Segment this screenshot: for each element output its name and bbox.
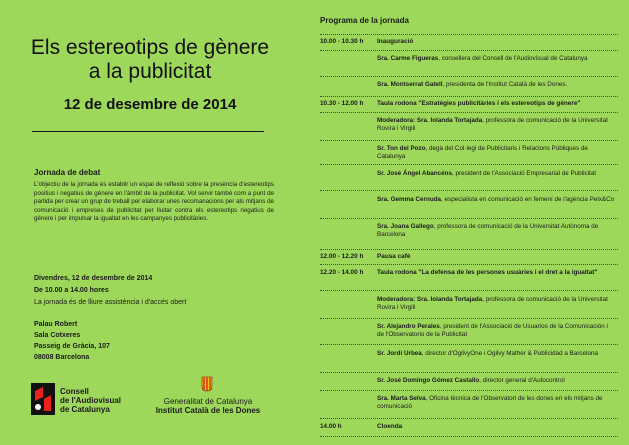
speaker: Sr. Ton del Pozo, degà del Col·legi de Publicitaris i Relacions Públiques de Catalunya xyxy=(377,145,588,160)
row-divider xyxy=(320,344,618,345)
venue-name: Palau Robert xyxy=(34,321,78,328)
venue-street: Passeig de Gràcia, 107 xyxy=(34,343,110,350)
speaker: Sra. Gemma Cernuda, especialista en comunicació en femení de l'agència Pelx&Co xyxy=(377,196,615,203)
event-date: Divendres, 12 de desembre de 2014 xyxy=(34,275,153,282)
section-title: Jornada de debat xyxy=(34,168,101,177)
event-hours: De 10.00 a 14.00 hores xyxy=(34,287,109,294)
session-title: Taula rodona "La defensa de les persones usuàries i el dret a la igualtat" xyxy=(377,269,598,276)
row-divider xyxy=(320,218,618,219)
intro-paragraph: L'objectiu de la jornada és establir un espai de reflexió sobre la presència d'estereotips positius i negatius de gènere en l'àmbit de la publicitat. Vol servir també com a punt de partida per crear un grup de treball per elaborar unes recomanacions per als mitjans de comunicació i empreses de publicitat per lluitar contra els estereotips negatius de gènere i per impulsar la igualtat en les campanyes publicitàries. xyxy=(34,181,274,223)
generalitat-logo-text: Generalitat de Catalunya Institut Català de les Dones xyxy=(155,397,261,415)
speaker: Sr. José Domingo Gómez Castallo, director general d'Autocontrol xyxy=(377,377,565,384)
row-divider xyxy=(320,96,618,97)
event-title-line2: a la publicitat xyxy=(88,60,212,83)
time-slot: 10.00 - 10.30 h xyxy=(320,38,364,45)
speaker: Moderadora: Sra. Iolanda Tortajada, professora de comunicació de la Universitat Rovira i Virgili xyxy=(377,296,608,311)
access-note: La jornada és de lliure assistència i d'accés obert xyxy=(34,299,187,306)
speaker: Moderadora: Sra. Iolanda Tortajada, professora de comunicació de la Universitat Rovira i Virgili xyxy=(377,117,608,132)
programme-panel xyxy=(320,0,620,445)
row-divider xyxy=(320,50,618,51)
venue-room: Sala Cotxeres xyxy=(34,332,81,339)
divider xyxy=(32,131,264,132)
generalitat-seal-icon xyxy=(201,376,213,392)
speaker: Sr. Jordi Urbea, director d'OgilvyOne i Ogilvy Mather & Publicidad a Barcelona xyxy=(377,350,598,357)
row-divider xyxy=(320,290,618,291)
cac-logo-icon xyxy=(31,383,55,415)
speaker: Sra. Carme Figueras, consellera del Consell de l'Audiovisual de Catalunya xyxy=(377,55,588,62)
speaker: Sr. Alejandro Perales, president de l'Associació de Usuarios de la Comunicación i de l'Observatorio de la Publicitat xyxy=(377,323,608,338)
row-divider xyxy=(320,164,618,165)
row-divider xyxy=(320,249,618,250)
time-slot: 10.30 - 12.00 h xyxy=(320,100,364,107)
row-divider xyxy=(320,190,618,191)
row-divider xyxy=(320,140,618,141)
row-divider xyxy=(320,390,618,391)
row-divider xyxy=(320,34,618,35)
row-divider xyxy=(320,264,618,265)
event-date-heading: 12 de desembre de 2014 xyxy=(63,96,237,113)
row-divider xyxy=(320,436,618,437)
row-divider xyxy=(320,76,618,77)
speaker: Sra. Joana Gallego, professora de comunicació de la Universitat Autònoma de Barcelona xyxy=(377,223,599,238)
row-divider xyxy=(320,418,618,419)
time-slot: 12.20 - 14.00 h xyxy=(320,269,364,276)
speaker: Sr. José Ángel Abancéns, president de l'Associació Empresarial de Publicitat xyxy=(377,170,597,177)
row-divider xyxy=(320,318,618,319)
speaker: Sra. Marta Selva, Oficina tècnica de l'Observatori de les dones en els mitjans de comunicació xyxy=(377,395,603,410)
session-title: Taula rodona "Estratègies publicitàries i els estereotips de gènere" xyxy=(377,100,581,107)
speaker: Sra. Montserrat Gatell, presidenta de l'Institut Català de les Dones. xyxy=(377,81,568,88)
row-divider xyxy=(320,372,618,373)
event-title-line1: Els estereotips de gènere xyxy=(30,36,270,59)
time-slot: 12.00 - 12.20 h xyxy=(320,253,364,260)
session-title: Pausa cafè xyxy=(377,253,411,260)
left-panel xyxy=(0,0,300,445)
programme-title: Programa de la jornada xyxy=(320,16,409,25)
time-slot: 14.00 h xyxy=(320,423,342,430)
venue-city: 08008 Barcelona xyxy=(34,354,90,361)
cac-logo-text: Consell de l'Audiovisual de Catalunya xyxy=(60,387,122,414)
session-title: Cloenda xyxy=(377,423,403,430)
session-title: Inauguració xyxy=(377,38,414,45)
row-divider xyxy=(320,112,618,113)
